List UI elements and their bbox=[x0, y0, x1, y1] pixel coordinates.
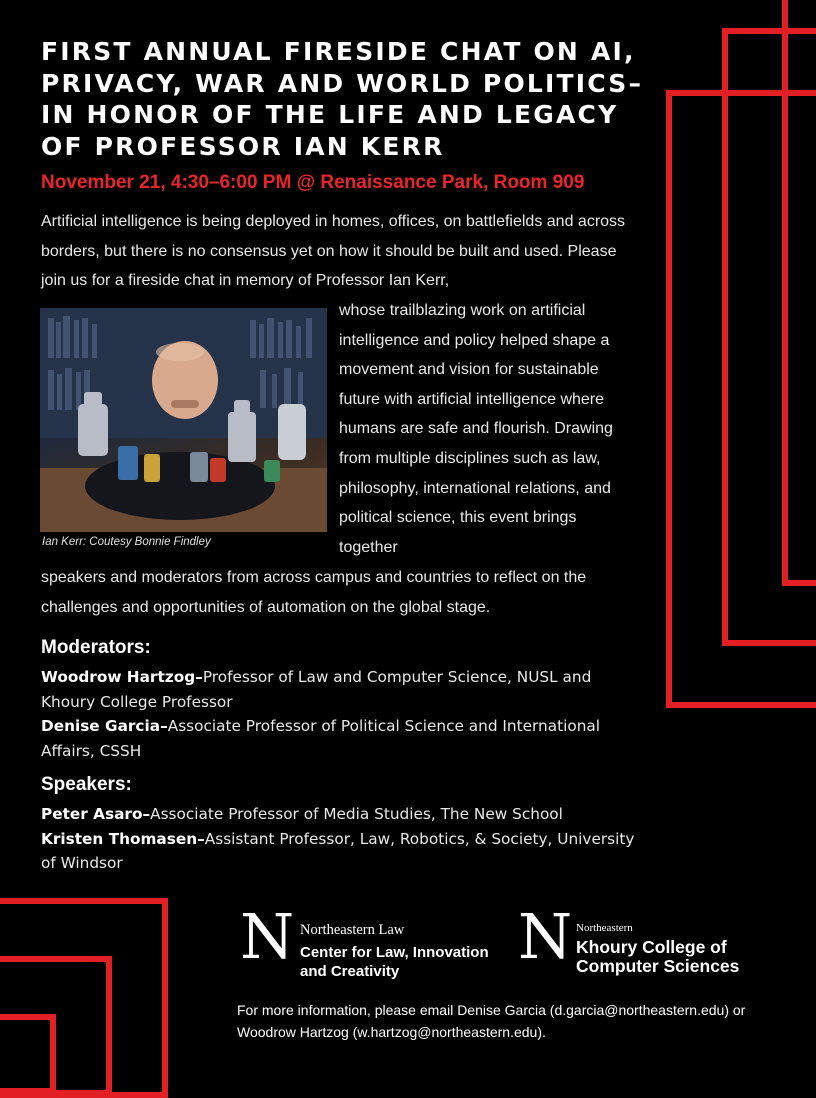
description-wrap: whose trailblazing work on artificial intelligence and policy helped shape a movement and vision for sustainable future with artificial intelligence where humans are safe and flourish. Drawing from multiple disciplines such as law, philosophy, international relations, and political science, this event brings together bbox=[339, 302, 613, 556]
person-role: Professor of Law and Computer Science, NUSL and Khoury College Professor bbox=[41, 668, 592, 711]
logo-mark: N bbox=[240, 900, 295, 973]
logo-line1: Northeastern bbox=[576, 922, 633, 934]
decorative-frame bbox=[666, 90, 816, 708]
event-details: November 21, 4:30–6:00 PM @ Renaissance Park, Room 909 bbox=[41, 172, 585, 193]
description-intro: Artificial intelligence is being deployed in homes, offices, on battlefields and across borders, but there is no consensus yet on how it should be built and used. Please join us for a fireside chat in memory of Professor Ian Kerr, bbox=[41, 213, 626, 290]
khoury-college-logo bbox=[518, 900, 778, 986]
logo-line2: Center for Law, Innovation and Creativity bbox=[300, 944, 489, 980]
moderator-entry bbox=[41, 717, 600, 760]
name-separator: – bbox=[197, 829, 205, 848]
name-separator: – bbox=[195, 668, 203, 686]
logo-line1: Northeastern Law bbox=[300, 922, 405, 938]
person-role: Associate Professor of Political Science and International Affairs, CSSH bbox=[41, 717, 601, 760]
logo-mark: N bbox=[518, 900, 573, 973]
person-name: Kristen Thomasen bbox=[41, 829, 198, 848]
moderators-list bbox=[41, 665, 641, 763]
speakers-heading: Speakers: bbox=[41, 774, 132, 795]
description-outro: speakers and moderators from across campus and countries to reflect on the challenges and opportunities of automation on the global stage. bbox=[41, 569, 587, 616]
decorative-frame bbox=[0, 1014, 56, 1094]
person-role: Associate Professor of Media Studies, The New School bbox=[150, 805, 563, 823]
speakers-list bbox=[41, 802, 641, 876]
speaker-entry bbox=[41, 805, 563, 823]
event-title: FIRST ANNUAL FIRESIDE CHAT ON AI, PRIVACY, WAR AND WORLD POLITICS–IN HONOR OF THE LIFE AND LEGACY OF PROFESSOR IAN KERR bbox=[41, 37, 644, 161]
contact-info: For more information, please email Denise Garcia (d.garcia@northeastern.edu) or Woodrow Hartzog (w.hartzog@northeastern.edu). bbox=[237, 1002, 746, 1040]
northeastern-law-logo bbox=[240, 900, 500, 986]
logo-line2: Khoury College of Computer Sciences bbox=[576, 937, 740, 976]
ian-kerr-photo bbox=[40, 308, 327, 532]
person-name: Woodrow Hartzog bbox=[41, 668, 196, 686]
person-name: Denise Garcia bbox=[41, 717, 161, 735]
speaker-entry bbox=[41, 830, 634, 873]
moderators-heading: Moderators: bbox=[41, 637, 151, 658]
person-role: Assistant Professor, Law, Robotics, & Society, University of Windsor bbox=[41, 829, 635, 872]
person-name: Peter Asaro bbox=[41, 805, 143, 823]
photo-caption: Ian Kerr: Coutesy Bonnie Findley bbox=[42, 536, 211, 548]
photo-illustration bbox=[40, 308, 327, 532]
name-separator: – bbox=[160, 717, 168, 735]
moderator-entry bbox=[41, 668, 591, 711]
name-separator: – bbox=[142, 805, 151, 823]
